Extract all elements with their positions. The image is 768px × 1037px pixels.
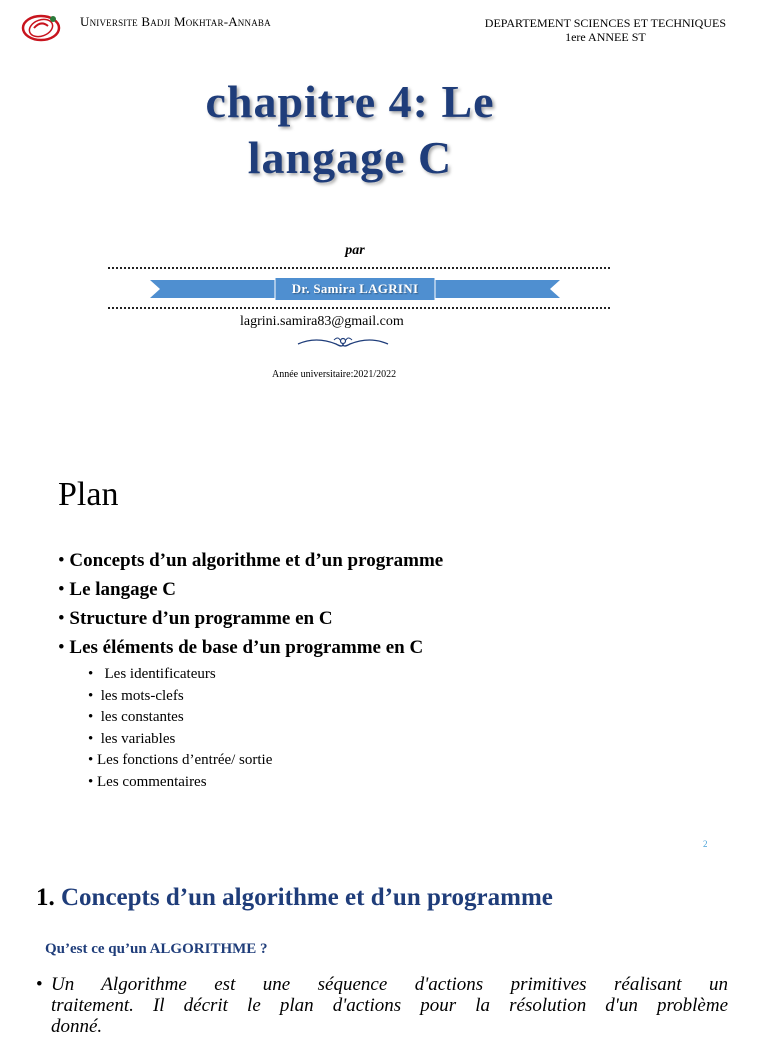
- paragraph-line: traitement. Il décrit le plan d'actions pour la résolution d'un problème: [51, 995, 728, 1016]
- bullet-icon: •: [58, 637, 65, 658]
- bullet-icon: •: [58, 608, 65, 629]
- bullet-icon: •: [36, 974, 43, 995]
- dotted-divider-bottom: [108, 307, 610, 309]
- plan-item: [58, 548, 718, 577]
- plan-sublist: [88, 664, 272, 793]
- plan-subitem: [88, 772, 272, 794]
- plan-subitem-label: les variables: [100, 730, 176, 747]
- bullet-icon: •: [58, 579, 65, 600]
- plan-subitem-label: Les fonctions d’entrée/ sortie: [97, 752, 273, 768]
- department-info: [485, 16, 726, 44]
- plan-subitem: [88, 664, 272, 686]
- plan-subitem: [88, 707, 272, 729]
- section-title-text: Concepts d’un algorithme et d’un programme: [61, 884, 553, 911]
- plan-item-label: Structure d’un programme en C: [69, 608, 333, 629]
- plan-list: [58, 548, 718, 664]
- section-title: [36, 884, 553, 912]
- university-name: Universite Badji Mokhtar-Annaba: [80, 14, 271, 29]
- study-year: 1ere ANNEE ST: [565, 30, 646, 44]
- bullet-icon: •: [88, 773, 94, 790]
- plan-subitem-label: Les identificateurs: [104, 666, 216, 682]
- plan-item: [58, 606, 718, 635]
- plan-item-label: Les éléments de base d’un programme en C: [69, 637, 424, 658]
- page-number: 2: [703, 839, 708, 849]
- plan-subitem: [88, 750, 272, 772]
- author-ribbon: [150, 278, 560, 300]
- university-logo-icon: [20, 12, 62, 44]
- plan-item-label: Le langage C: [69, 579, 177, 600]
- plan-subitem: [88, 686, 272, 708]
- section-number: 1.: [36, 884, 55, 911]
- bullet-icon: •: [58, 550, 65, 571]
- bullet-icon: •: [88, 752, 94, 768]
- plan-title: Plan: [58, 476, 119, 513]
- flourish-ornament-icon: [296, 334, 390, 352]
- bullet-icon: •: [88, 709, 94, 725]
- bullet-icon: •: [88, 730, 94, 747]
- chapter-title-line1: chapitre 4: Le: [205, 76, 495, 127]
- chapter-title: [150, 74, 550, 186]
- author-name: Dr. Samira LAGRINI: [291, 281, 419, 296]
- definition-paragraph: [36, 974, 728, 1037]
- plan-item: [58, 635, 718, 664]
- plan-subitem-label: les mots-clefs: [100, 687, 184, 704]
- department-name: DEPARTEMENT SCIENCES ET TECHNIQUES: [484, 16, 726, 30]
- chapter-title-line2: langage C: [247, 132, 453, 183]
- plan-subitem: [88, 729, 272, 751]
- bullet-icon: •: [88, 687, 94, 704]
- paragraph-line: Un Algorithme est une séquence d'actions primitives réalisant un: [51, 974, 728, 995]
- plan-item-label: Concepts d’un algorithme et d’un programme: [69, 550, 444, 571]
- paragraph-line: donné.: [51, 1016, 103, 1037]
- author-email: lagrini.samira83@gmail.com: [240, 314, 404, 329]
- plan-item: [58, 577, 718, 606]
- section-question: Qu’est ce qu’un ALGORITHME ?: [45, 941, 268, 957]
- bullet-icon: •: [88, 666, 94, 682]
- by-label: par: [345, 243, 365, 258]
- plan-subitem-label: les constantes: [100, 709, 184, 725]
- dotted-divider-top: [108, 267, 610, 269]
- academic-year: Année universitaire:2021/2022: [272, 369, 397, 380]
- plan-subitem-label: Les commentaires: [97, 773, 207, 790]
